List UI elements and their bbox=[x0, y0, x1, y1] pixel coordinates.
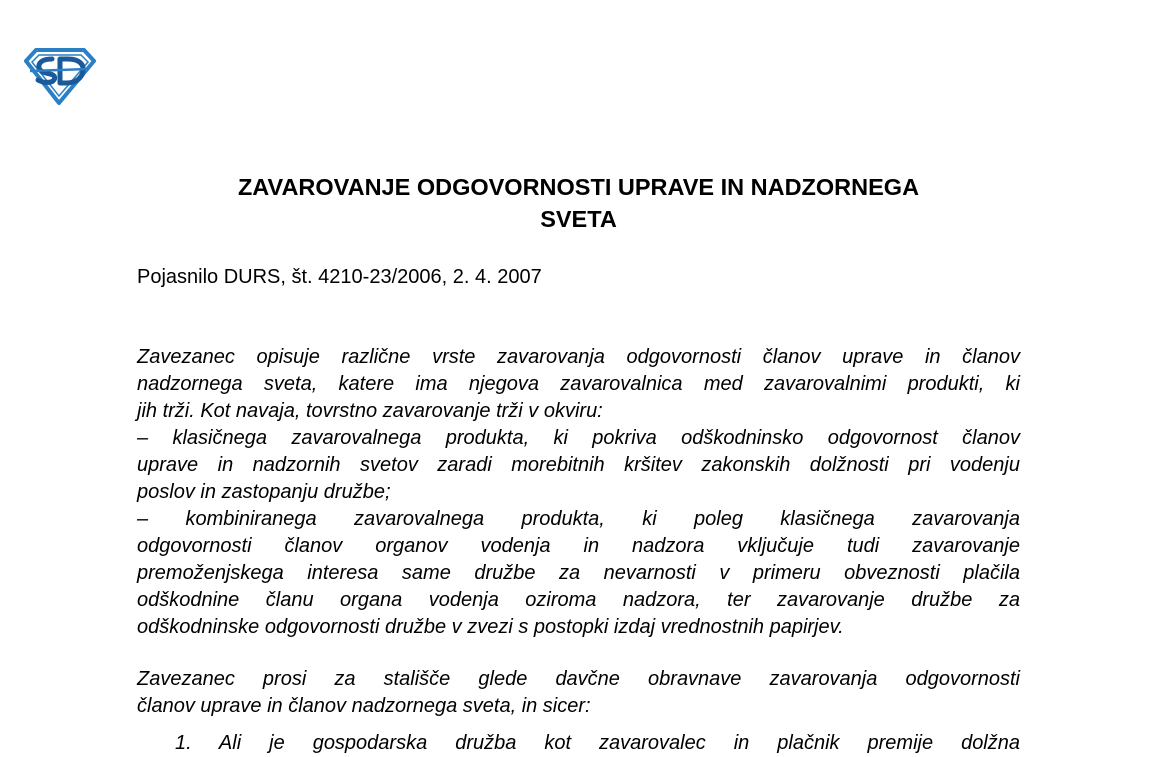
document-title bbox=[137, 171, 1020, 235]
title-line-2: SVETA bbox=[540, 206, 617, 232]
paragraph-line: Zavezanec prosi za stališče glede davčne obravnave zavarovanja odgovornosti bbox=[137, 668, 1020, 690]
paragraph-line: odškodninske odgovornosti družbe v zvezi s postopki izdaj vrednostnih papirjev. bbox=[137, 616, 844, 638]
paragraph-line: odškodnine članu organa vodenja oziroma nadzora, ter zavarovanje družbe za bbox=[137, 589, 1020, 611]
company-logo bbox=[22, 47, 96, 105]
paragraph-line: članov uprave in članov nadzornega sveta, in sicer: bbox=[137, 695, 591, 717]
paragraph-line: premoženjskega interesa same družbe za nevarnosti v primeru obveznosti plačila bbox=[137, 562, 1020, 584]
paragraph-line: poslov in zastopanju družbe; bbox=[137, 481, 391, 503]
paragraph-description bbox=[137, 344, 1020, 641]
paragraph-line: uprave in nadzornih svetov zaradi morebitnih kršitev zakonskih dolžnosti pri vodenju bbox=[137, 454, 1020, 476]
paragraph-line: nadzornega sveta, katere ima njegova zavarovalnica med zavarovalnimi produkti, ki bbox=[137, 373, 1020, 395]
list-item: 1. Ali je gospodarska družba kot zavarovalec in plačnik premije dolžna bbox=[175, 732, 1020, 754]
paragraph-question bbox=[137, 666, 1020, 720]
paragraph-line: odgovornosti članov organov vodenja in nadzora vključuje tudi zavarovanje bbox=[137, 535, 1020, 557]
title-line-1: ZAVAROVANJE ODGOVORNOSTI UPRAVE IN NADZORNEGA bbox=[237, 174, 920, 200]
reference-line: Pojasnilo DURS, št. 4210-23/2006, 2. 4. 2007 bbox=[137, 266, 542, 288]
paragraph-line: Zavezanec opisuje različne vrste zavarovanja odgovornosti članov uprave in članov bbox=[137, 346, 1020, 368]
paragraph-line: jih trži. Kot navaja, tovrstno zavarovanje trži v okviru: bbox=[137, 400, 603, 422]
paragraph-line: – kombiniranega zavarovalnega produkta, ki poleg klasičnega zavarovanja bbox=[137, 508, 1020, 530]
paragraph-line: – klasičnega zavarovalnega produkta, ki pokriva odškodninsko odgovornost članov bbox=[137, 427, 1020, 449]
